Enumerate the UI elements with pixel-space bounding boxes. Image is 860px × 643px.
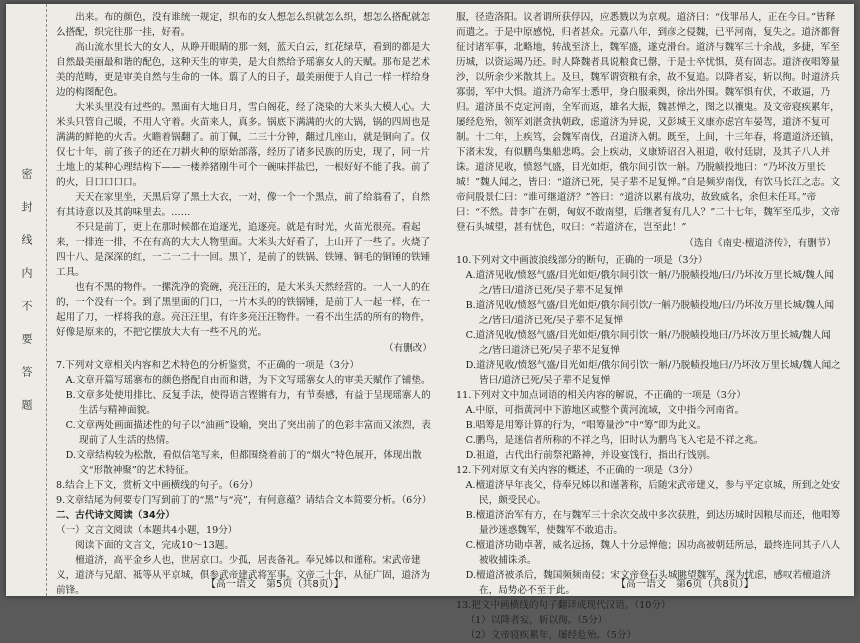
essay-paragraph: 大米头里没有过些的。黑面有大地日月，雪白阁花，经了浇染的大米头大模人心。大米头只管自己暖，不用人守着。火苗来人，真多。锅底下满满的火的大锅，锅的四周也是满满的鲜艳的火舌。火瞻着锅翻了。前丁佩，二三十分钟，翻过几座山，就是铜向了。仅仅七十年，前了孩子的还在刀耕火种的原始部落，经历了诸多民族的历史，现了，同一片土地上的某种心理结构下——一楼养猪刚牛可个一碗味拌盐巴，一根好好不能了我。前了的火，日口口口口。 [56,102,431,188]
q10-option-a: A.道济见收/愤怒气盛/目光如炬/俄尔间引饮一斛/乃脱帻投地/曰/乃坏汝万里长城/魏人闻之/皆曰/道济已死/吴子辈不足复惮 [465,270,834,296]
q7-option-a: A.文章开篇写瑶寨布的颜色搭配自由而和谐，为下文写瑶寨女人的审美天赋作了铺垫。 [65,375,431,386]
q7-option-b: B.文章多处使用排比、反复手法，使得语言铿锵有力，有节奏感，有益于呈现瑶寨人的生活与精神面貌。 [65,390,431,416]
q11-option-d: D.祖道，古代出行前祭祀路神，并设宴饯行，指出行饯别。 [465,450,716,461]
question-9: 9.文章结尾为何要专门写到前丁的“黑”与“亮”，有何意蕴？请结合文本简要分析。（6分） [56,495,432,506]
q7-option-d: D.文章结构较为松散，看似信笔写来，但都围绕着前丁的“烟火”特色展开，体现出散文“形散神聚”的艺术特征。 [65,450,422,476]
page-footer-right: 【高一语文 第6页（共8页）】 [616,579,754,590]
q12-option-a: A.檀道济早年丧父，侍奉兄姊以和谨著称，后随宋武帝建义，参与平定京城，所到之处安民，颇受民心。 [465,480,841,506]
essay-paragraph: 不只是前丁，更上在那时候都在追逐光，追逐亮。就是有时光，火苗光很亮。看起来，一排连一排，不在有高的大大人物里面。大米头大好看了，上山开了一些了。火烧了四十八、是深深的红，一二一二十一回。黑丫，是前了的铁锅、铁锤、铜毛的铜锤的铁锤工具。 [56,222,431,278]
essay-paragraph: 高山流水里长大的女人，从睁开眼睛的那一刻，蓝天白云，红花绿草，看到的都是大自然最美丽最和谐的配色，这种天生的审美，是大自然给予瑶寨女人的天赋。那布是艺术美的范畴，更是审美自然与生命的一体。翦了人的日子，最美丽便于人自己一样一样给身边的构图配色。 [56,42,431,98]
q12-option-d: D.檀道济被杀后，魏国频频南侵；宋文帝登石头城眺望魏军，深为忧虑，感叹若檀道济在，局势必不至于此。 [465,570,831,596]
essay-paragraph: 也有不黑的物件。一摞洗净的瓷碗，亮汪汪的，是大米头天然经营的。一人一人的在的，一个没有一个。到了黑里面的门口，一片木头的的铁锅锤，是前丁人一起一样，在一起用了刀，一样将我的意。亮汪汪里，有许多亮汪汪物件。一看不出生活的所有的物件，好像是原来的，不把它摆放大大有一些不凡的光。 [56,282,431,338]
q12-option-c: C.檀道济功勋卓著，威名远扬，魏人十分忌惮他；因功高被朝廷所忌，最终连同其子八人被收捕诛杀。 [465,540,841,566]
q10-option-d: D.道济见收/愤怒气盛/目光如炬/俄尔间引饮一斛/乃脱帻投地曰/乃坏汝万里长城/魏人闻之皆曰/道济已死/吴子辈不足复惮 [465,360,841,386]
binding-label: 密封线内不要答题 [20,168,33,432]
left-page [56,10,438,598]
q11-option-c: C.鹏鸟，是迷信者所称的不祥之鸟，旧时认为鹏鸟飞入宅是不祥之兆。 [465,435,764,446]
question-8: 8.结合上下文，赏析文中画横线的句子。（6分） [56,480,259,491]
classical-passage-start: 檀道济，高平金乡人也，世居京口。少孤，居丧备礼。奉兄姊以和谨称。宋武帝建义，道济与兄韶、祗等从平京城，俱参武帝建武将军事。文帝二十年，从征广固，道济为前锋。 [56,555,431,596]
binding-margin [6,4,47,596]
q7-option-c: C.文章两处画面描述性的句子以“油画”设喻，突出了突出前了的色彩丰富而又浓烈，表现前了人生活的热情。 [65,420,431,446]
q10-option-b: B.道济见收/愤怒气盛/目光如炬/俄尔间引饮/一斛乃脱帻投地/曰/乃坏汝万里长城/魏人闻之/皆曰/道济已死/吴子辈不足复惮 [465,300,835,326]
q11-option-a: A.中原，可指黄河中下游地区或整个黄河流域，文中指今河南省。 [465,405,745,416]
page-footer-left: 【高一语文 第5页（共8页）】 [206,579,344,590]
subsection-heading: （一）文言文阅读（本题共4小题，19分） [56,525,238,536]
q13-sub-1: （1）以降者妄，斩以徇。（5分） [465,615,608,626]
classical-passage-cont: 服，径造洛阳。议者谓所获俘囚，应悉戮以为京观。道济曰：“伐罪吊人，正在今日。”皆释而遣之。于是中原感悦，归者甚众。元嘉八年，到彦之侵魏，已平河南，复失之。道济都督征讨诸军事，北略地，转战至济上，魏军盛，遂克滑台。道济与魏军三十余战，多捷，军至历城，以资运竭乃还。时人降魏者具说粮食已罄，于是士卒忧惧，莫有固志。道济夜唱筹量沙，以所余少米散其上。及旦，魏军谓资粮有余，故不复追。以降者妄，斩以徇。时道济兵寡弱，军中大惧。道济乃命军士悉甲，身白服乘舆，徐出外围。魏军惧有伏，不敢逼，乃归。道济虽不克定河南，全军而返，雄名大振，魏甚惮之，图之以禳鬼。及文帝寝疾累年，屡经危殆，领军刘湛贪执朝政，虑道济为异说，又彭城王义康亦虑宫车晏驾，道济不复可制。十二年，上疾笃，会魏军南伐，召道济入朝。既至，上间，十三年春，将遣道济还镇，下渚未发，有似鹏鸟集船悲鸣。会上疾动，义康矫诏召入祖道，收付廷尉，及其子八人并诛。道济见收，愤怒气盛，目光如炬，俄尔间引饮一斛。乃脱帻投地曰：“乃坏汝万里长城！”魏人闻之，皆曰：“道济已死，吴子辈不足复惮。”自是频岁南伐，有饮马长江之志。文帝问殷景仁曰：“谁可继道济？”答曰：“道济以累有战功，故致威名，余但未任耳。”帝曰：“不然。昔李广在朝，匈奴不敢南望，后继者复有几人？”二十七年，魏军至瓜步，文帝登石头城望，甚有忧色，叹曰：“若道济在，岂至此！” [456,12,841,233]
question-7: 7.下列对文章相关内容和艺术特色的分析鉴赏，不正确的一项是（3分） [56,360,360,371]
question-13: 13.把文中画横线的句子翻译成现代汉语。（10分） [456,600,671,611]
question-10: 10.下列对文中画波浪线部分的断句，正确的一项是（3分） [456,255,708,266]
reading-instruction: 阅读下面的文言文，完成10～13题。 [75,540,234,551]
essay-paragraph: 天天在家里坐，天黑后穿了黑土大衣，一对，像一个一个黑点，前了给翁看了，自然有其诗意以及其韵味里去。…… [56,192,431,218]
question-11: 11.下列对文中加点词语的相关内容的解说，不正确的一项是（3分） [456,390,746,401]
essay-paragraph: 出来。布的颜色，没有谁统一规定，织布的女人想怎么织就怎么织，想怎么搭配就怎么搭配，织完往那一挂，好看。 [56,12,431,38]
passage-source: （选自《南史·檀道济传》，有删节） [684,238,836,249]
essay-attribution: （有删改） [384,343,432,354]
q11-option-b: B.唱筹是用筹计算的行为，“唱筹量沙”中“筹”即为此义。 [465,420,707,431]
section-heading: 二、古代诗文阅读（34分） [56,510,175,521]
q13-sub-2: （2）文帝寝疾累年，屡经危殆。（5分） [465,630,637,641]
question-12: 12.下列对原文有关内容的概述，不正确的一项是（3分） [456,465,699,476]
exam-sheet [6,4,854,641]
q12-option-b: B.檀道济治军有方，在与魏军三十余次交战中多次获胜，到达历城时因粮尽而还，他唱筹量沙迷惑魏军，使魏军不敢追击。 [465,510,841,536]
q10-option-c: C.道济见收/愤怒气盛/目光如炬/俄尔间引饮一斛/乃脱帻投地曰/乃坏汝万里长城/魏人闻之/皆曰道济已死/吴子辈不足复惮 [465,330,831,356]
right-page [456,10,842,643]
